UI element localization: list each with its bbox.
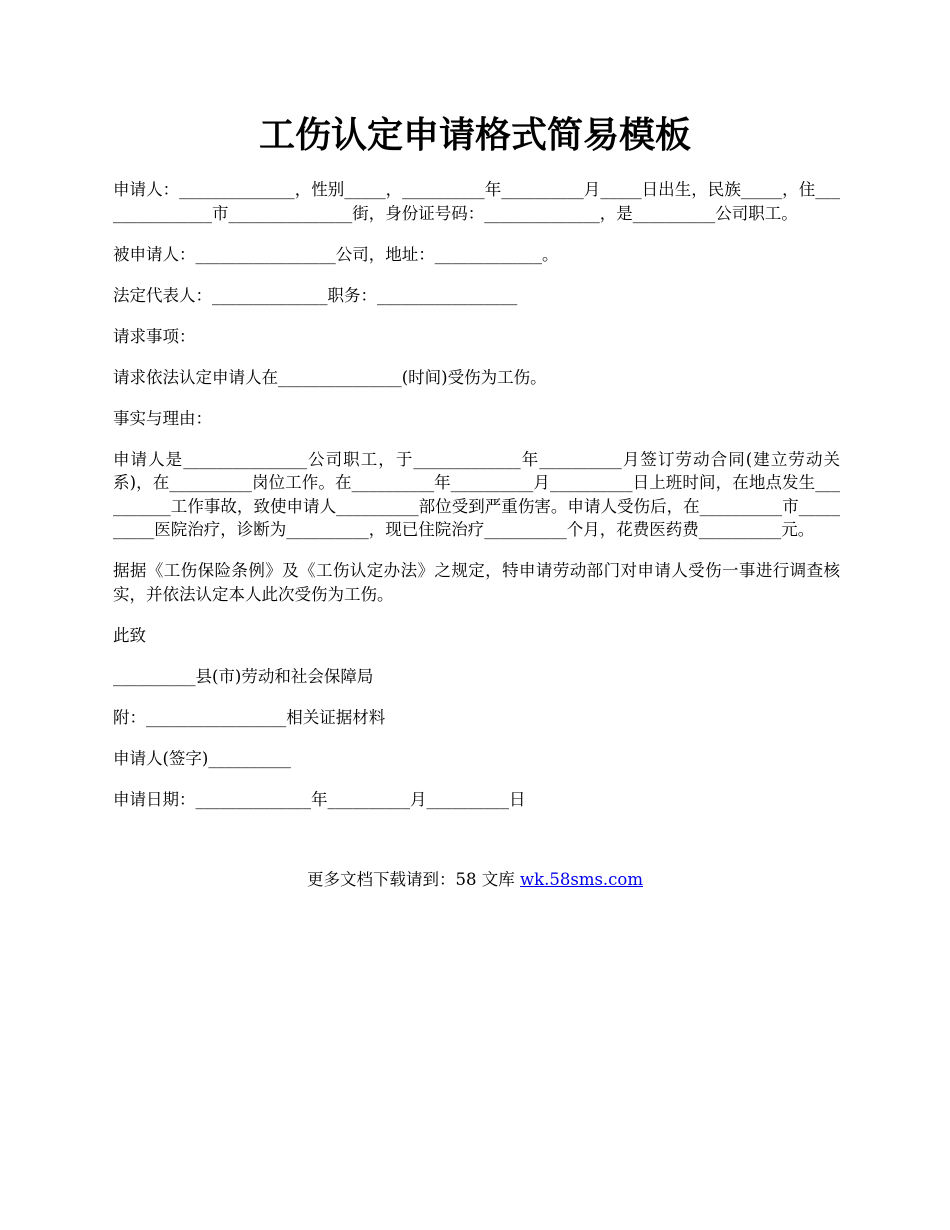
applicant-signature-line: 申请人(签字)__________: [113, 748, 291, 768]
legal-representative-paragraph: 法定代表人：______________职务：_________________: [113, 285, 518, 305]
footer: [0, 868, 950, 892]
application-date-line: 申请日期：______________年__________月__________日: [113, 789, 526, 809]
salutation: 此致: [113, 625, 146, 645]
document-body: [113, 178, 840, 829]
facts-reasons-heading: 事实与理由：: [113, 408, 212, 428]
request-items-paragraph: 请求依法认定申请人在_______________(时间)受伤为工伤。: [113, 367, 547, 387]
document-title: 工伤认定申请格式简易模板: [258, 115, 691, 156]
attachments-line: 附：_________________相关证据材料: [113, 707, 386, 727]
respondent-paragraph: 被申请人：_________________公司，地址：_____________。: [113, 244, 559, 264]
facts-reasons-paragraph: 申请人是_______________公司职工，于_____________年__________月签订劳动合同(建立劳动关系)，在__________岗位工作。在__________年__________月__________日上班时间，在地点发生__________工作事故，致使申请人__________部位受到严重伤害。申请人受伤后，在__________市__________医院治疗，诊断为__________，现已住院治疗__________个月，花费医药费__________元。: [113, 449, 840, 539]
footer-link[interactable]: wk.58sms.com: [519, 870, 643, 889]
footer-text: 更多文档下载请到：58 文库: [306, 870, 520, 889]
request-items-heading: 请求事项：: [113, 326, 196, 346]
recipient-bureau: __________县(市)劳动和社会保障局: [113, 666, 374, 686]
applicant-info-paragraph: 申请人：______________，性别_____，__________年__________月_____日出生，民族_____，住_______________市_______________街，身份证号码：______________，是__________公司职工。: [113, 180, 840, 223]
legal-basis-paragraph: 据据《工伤保险条例》及《工伤认定办法》之规定，特申请劳动部门对申请人受伤一事进行调查核实，并依法认定本人此次受伤为工伤。: [113, 561, 840, 604]
